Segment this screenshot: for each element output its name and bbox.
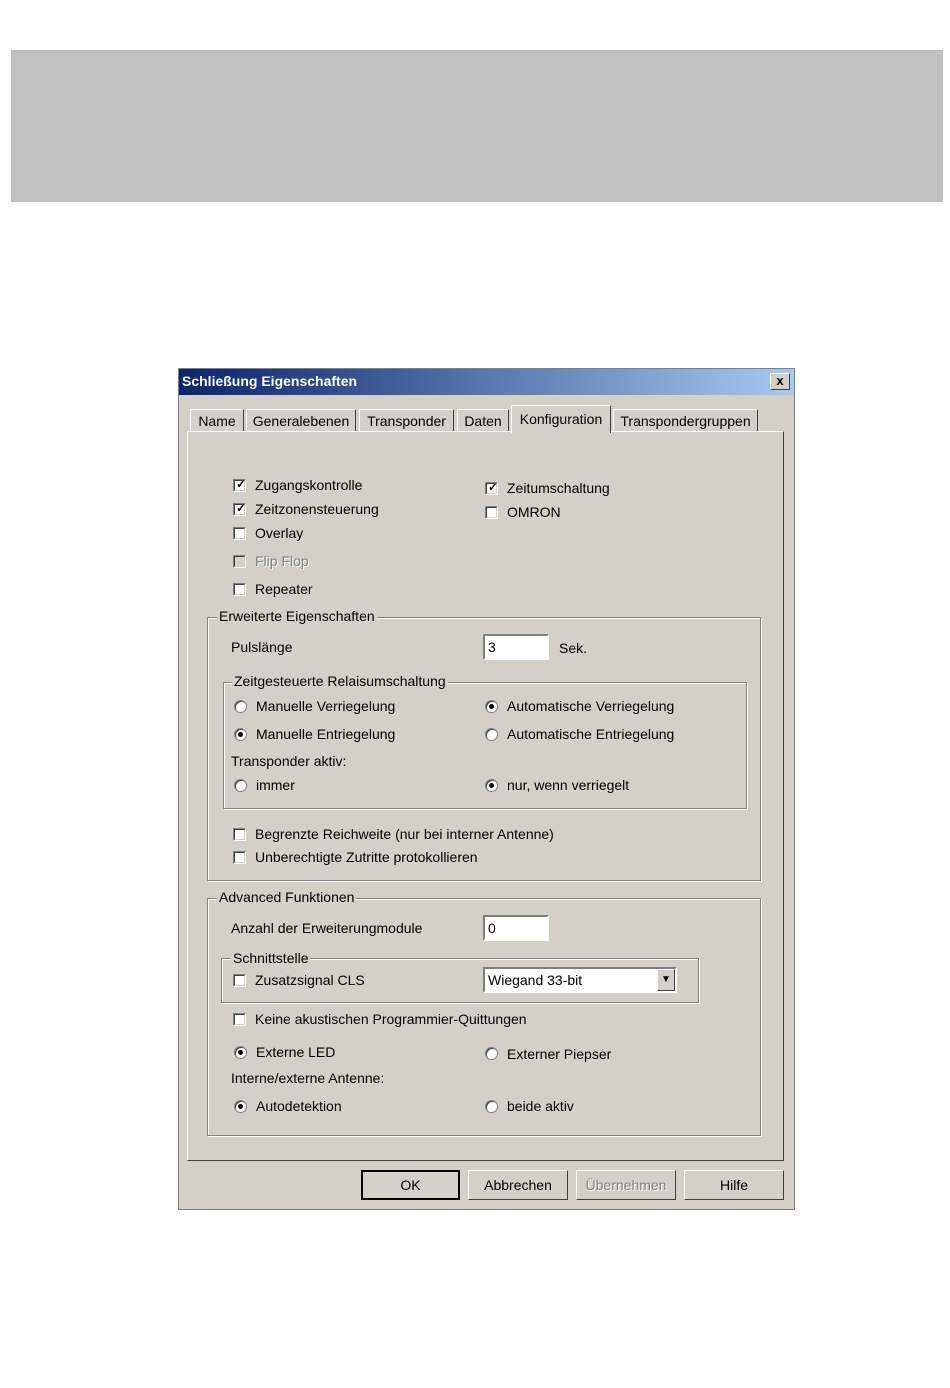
unberechtigte-zutritte-label: Unberechtigte Zutritte protokollieren [255, 849, 478, 865]
tab-transpondergruppen[interactable]: Transpondergruppen [613, 409, 758, 431]
zugangskontrolle-checkbox[interactable] [233, 479, 246, 492]
relaisumschaltung-title: Zeitgesteuerte Relaisumschaltung [234, 673, 446, 689]
check-mark-icon: ✓ [236, 477, 247, 491]
unberechtigte-zutritte-checkbox[interactable] [233, 851, 246, 864]
autodetektion-radio[interactable] [234, 1100, 247, 1113]
pulslaenge-input[interactable] [483, 634, 549, 660]
flip-flop-label: Flip Flop [255, 553, 309, 569]
ok-button[interactable]: OK [361, 1170, 460, 1200]
nur-verriegelt-label: nur, wenn verriegelt [507, 777, 630, 793]
immer-label: immer [256, 777, 295, 793]
schnittstelle-title: Schnittstelle [233, 950, 309, 966]
zeitumschaltung-label: Zeitumschaltung [507, 480, 610, 496]
close-icon: x [776, 373, 784, 388]
pulslaenge-unit: Sek. [559, 640, 588, 656]
zeitumschaltung-checkbox[interactable] [485, 482, 498, 495]
erweiterte-eigenschaften-title: Erweiterte Eigenschaften [219, 608, 375, 624]
check-mark-icon: ✓ [236, 501, 247, 515]
manuelle-verriegelung-label: Manuelle Verriegelung [256, 698, 396, 714]
schnittstelle-select[interactable] [483, 967, 677, 993]
keine-quittungen-label: Keine akustischen Programmier-Quittungen [255, 1011, 527, 1027]
close-button[interactable] [770, 373, 790, 390]
externer-piepser-label: Externer Piepser [507, 1046, 612, 1062]
antenne-label: Interne/externe Antenne: [231, 1070, 385, 1086]
tab-konfiguration[interactable]: Konfiguration [511, 405, 611, 433]
autodetektion-label: Autodetektion [256, 1098, 342, 1114]
automatische-entriegelung-label: Automatische Entriegelung [507, 726, 675, 742]
beide-aktiv-radio[interactable] [485, 1100, 498, 1113]
hilfe-button[interactable]: Hilfe [684, 1170, 784, 1200]
check-mark-icon: ✓ [488, 480, 499, 494]
zugangskontrolle-label: Zugangskontrolle [255, 477, 363, 493]
repeater-label: Repeater [255, 581, 313, 597]
repeater-checkbox[interactable] [233, 583, 246, 596]
zeitzonensteuerung-checkbox[interactable] [233, 503, 246, 516]
transponder-aktiv-label: Transponder aktiv: [231, 753, 347, 769]
dialog-title: Schließung Eigenschaften [182, 373, 358, 389]
tab-daten[interactable]: Daten [457, 409, 509, 431]
chevron-down-icon[interactable]: ▼ [657, 969, 675, 991]
anzahl-erweiterungmodule-input[interactable] [483, 915, 549, 941]
immer-radio[interactable] [234, 779, 247, 792]
advanced-funktionen-title: Advanced Funktionen [219, 889, 355, 905]
properties-dialog [178, 368, 795, 1210]
overlay-checkbox[interactable] [233, 527, 246, 540]
keine-quittungen-checkbox[interactable] [233, 1013, 246, 1026]
zeitzonensteuerung-label: Zeitzonensteuerung [255, 501, 379, 517]
anzahl-erweiterungmodule-label: Anzahl der Erweiterungmodule [231, 920, 423, 936]
flip-flop-checkbox [233, 555, 246, 568]
omron-label: OMRON [507, 504, 561, 520]
automatische-verriegelung-radio[interactable] [485, 700, 498, 713]
nur-verriegelt-radio[interactable] [485, 779, 498, 792]
manuelle-verriegelung-radio[interactable] [234, 700, 247, 713]
header-band [11, 50, 943, 202]
schnittstelle-value: Wiegand 33-bit [488, 972, 583, 988]
begrenzte-reichweite-label: Begrenzte Reichweite (nur bei interner Antenne) [255, 826, 554, 842]
tab-transponder[interactable]: Transponder [359, 409, 454, 431]
omron-checkbox[interactable] [485, 506, 498, 519]
abbrechen-button[interactable]: Abbrechen [468, 1170, 568, 1200]
externe-led-label: Externe LED [256, 1044, 336, 1060]
beide-aktiv-label: beide aktiv [507, 1098, 574, 1114]
automatische-entriegelung-radio[interactable] [485, 728, 498, 741]
pulslaenge-label: Pulslänge [231, 639, 293, 655]
uebernehmen-button: Übernehmen [576, 1170, 676, 1200]
automatische-verriegelung-label: Automatische Verriegelung [507, 698, 675, 714]
zusatzsignal-cls-label: Zusatzsignal CLS [255, 972, 365, 988]
tab-name[interactable]: Name [190, 409, 244, 431]
manuelle-entriegelung-label: Manuelle Entriegelung [256, 726, 396, 742]
overlay-label: Overlay [255, 525, 304, 541]
zusatzsignal-cls-checkbox[interactable] [233, 974, 246, 987]
tab-generalebenen[interactable]: Generalebenen [246, 409, 356, 431]
manuelle-entriegelung-radio[interactable] [234, 728, 247, 741]
title-bar[interactable] [179, 369, 794, 395]
externe-led-radio[interactable] [234, 1046, 247, 1059]
begrenzte-reichweite-checkbox[interactable] [233, 828, 246, 841]
externer-piepser-radio[interactable] [485, 1047, 498, 1060]
